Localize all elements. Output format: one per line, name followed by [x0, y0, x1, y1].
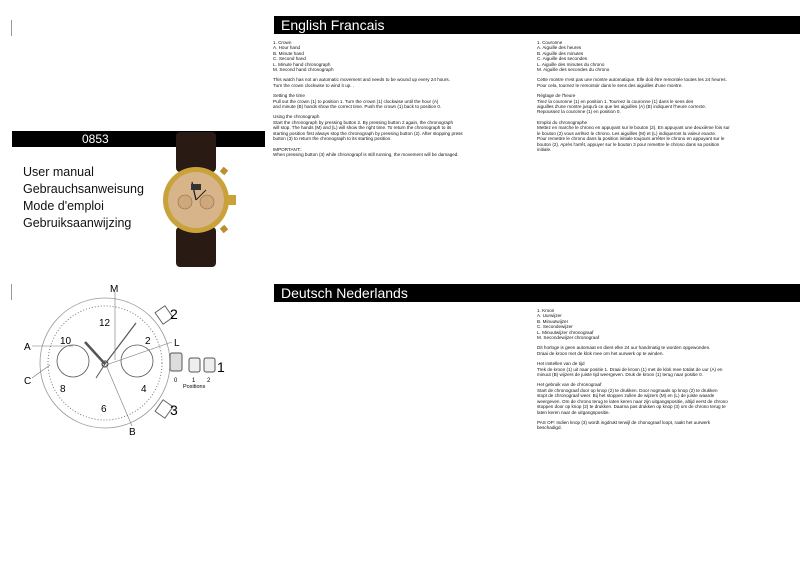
part: L. Aiguille des minutes du chrono	[537, 61, 605, 67]
dial-number: 6	[101, 404, 107, 415]
dial-number: 12	[99, 318, 111, 329]
section-title: Emploi du chronographe	[537, 119, 588, 125]
label-button-3: 3	[170, 402, 178, 418]
text-line: Dit horloge is geen automaat en dient elke 24 uur handmatig te worden opgewonden.	[537, 345, 711, 351]
text-line: Tirez la couronne (1) en position 1. Tournez la couronne (1) dans le sens des	[537, 98, 694, 104]
intro	[273, 77, 528, 88]
parts-list	[537, 40, 792, 72]
dial-number: 4	[141, 384, 147, 395]
section-title: Het instellen van de tijd	[537, 361, 585, 367]
parts-list	[273, 40, 528, 72]
positions-label: Positions	[183, 384, 206, 390]
using-chronograph	[537, 120, 792, 152]
text-line: laten keren naar de uitgangspositie.	[537, 409, 610, 415]
part: M. Second hand chronograph	[273, 67, 334, 73]
text-line: initiale.	[537, 146, 552, 152]
watch-photo	[158, 132, 243, 267]
text-line: When pressing button (3) while chronograpf is still running, the movement will be damaged.	[273, 151, 459, 157]
text-line: and minute (B) hands show the correct time. Push the crown (1) back to position 0.	[273, 104, 442, 110]
text-line: le bouton (2) vous arrêtez le chrono. Les aiguilles (M) et (L) indiqueront la valeur exacte.	[537, 130, 717, 136]
dial-number: 10	[60, 336, 72, 347]
text-line: Start de chronograaf door op knop (2) te drukken. Door nogmaals op knop (2) te drukken	[537, 387, 718, 393]
part: C. Aiguille des secondes	[537, 56, 588, 62]
title-french: Mode d'emploi	[23, 199, 104, 213]
text-line: Pour cela, tournez le remontoir dans le sens des aiguilles d'une montre.	[537, 82, 683, 88]
title-german: Gebrauchsanweisung	[23, 182, 144, 196]
text-line: will stop. The hands (M) and (L) will show the right time. To return the chronograph to its	[273, 125, 452, 131]
position-number: 1	[192, 378, 196, 384]
text-line: Trek de kroon (1) uit naar positie 1. Draai de kroon (1) met de klok mee totdat de uur (A) en	[537, 366, 723, 372]
position-number: 2	[207, 378, 211, 384]
part: 1. Kroon	[537, 308, 555, 313]
part: C. Second hand	[273, 56, 306, 62]
part: 1. Couronne	[537, 40, 563, 45]
part: 1. Crown	[273, 40, 292, 45]
dial-number: 2	[145, 336, 151, 347]
text-line: This watch has not an automatic movement and needs to be wound up every 24 hours.	[273, 77, 450, 83]
watch-diagram	[10, 280, 240, 470]
section-title: Using the chronograph	[273, 114, 320, 120]
using-chronograph	[273, 114, 528, 141]
title-english: User manual	[23, 165, 94, 179]
text-line: minuut (B) wijzers de juiste tijd weergeven. Druk de kroon (1) terug naar positie 0.	[537, 372, 703, 378]
text-line: PAS OP: Indien knop (3) wordt ingdrukt terwijl de chonograaf loopt, raakt het uurwerk	[537, 419, 711, 425]
text-line: stopt de chronograaf weer. Bij het stoppen zullen de wijzers (M) en (L) de juiste waarde	[537, 393, 715, 399]
text-line: starting position first always stop the chronograph by pressing button (2). After stopping press	[273, 130, 463, 136]
part: M. Aiguille des secondes du chrono	[537, 67, 610, 73]
text-line: Turn the crown clockwise to wind it up. .	[273, 82, 355, 88]
label-m: M	[110, 284, 119, 295]
part: M. Secondewijzer chronograaf	[537, 335, 600, 341]
part: B. Minuutwijzer	[537, 318, 569, 324]
text-line: bouton (2). Après l'arrêt, appuyer sur le bouton 3 pour remettre le chrono dans sa position	[537, 141, 720, 147]
text-line: beschadigd.	[537, 425, 562, 431]
label-b: B	[129, 427, 136, 438]
using-chronograph	[537, 382, 792, 414]
warning	[537, 420, 792, 431]
text-line: Repoussez la couronne (1) en position 0.	[537, 109, 621, 115]
english-column	[273, 40, 528, 162]
dial-number: 8	[60, 384, 66, 395]
part: B. Minute hand	[273, 50, 304, 56]
text-line: aiguilles d'une montre jusqu'à ce que les aiguilles (A) (B) indiquent l'heure correcte.	[537, 104, 707, 110]
french-column	[537, 40, 792, 157]
part: C. Secondewijzer	[537, 324, 573, 330]
part: B. Aiguille des minutes	[537, 50, 584, 56]
part: A. Aiguille des heures	[537, 45, 582, 51]
setting-time	[537, 361, 792, 377]
setting-time	[273, 93, 528, 109]
intro	[537, 77, 792, 88]
text-line: Cette montre n'est pas une montre automatique. Elle doit être remontée toutes les 24 heures.	[537, 77, 727, 83]
label-button-2: 2	[170, 306, 178, 322]
important	[273, 147, 528, 158]
model-number: 0853	[82, 132, 109, 146]
part: L. Minute hand chronograph	[273, 61, 331, 67]
position-number: 0	[174, 378, 178, 384]
section-title: Réglage de l'heure	[537, 93, 576, 99]
label-l: L	[174, 338, 180, 349]
label-c: C	[24, 376, 32, 387]
text-line: Start the chronograph by pressing button 2. By pressing button 2 again, the chronograph	[273, 119, 454, 125]
dutch-column	[537, 308, 792, 436]
text-line: Pull out the crown (1) to position 1. Turn the crown (1) clockwise until the hour (A)	[273, 98, 439, 104]
text-line: Mettez en marche le chrono en appuyant sur le bouton (2). En appuyant une deuxième fois sur	[537, 125, 730, 131]
title-dutch: Gebruiksaanwijzing	[23, 216, 132, 230]
label-a: A	[24, 342, 31, 353]
label-crown-1: 1	[217, 359, 225, 375]
text-line: weergeven. Om de chrono terug te laten keren naar zijn uitgangspositie, altijd eerst de chrono	[537, 398, 728, 404]
text-line: Pour remettre le chrono dans la position initiale toujours arrêter le chrono en appuyant sur le	[537, 136, 725, 142]
intro	[537, 345, 792, 356]
parts-list	[537, 308, 792, 340]
part: L. Minuutwijzer chronograaf	[537, 329, 594, 335]
crop-mark	[11, 20, 12, 36]
text-line: button (3) to return the chronograph to its starting position.	[273, 136, 392, 142]
header-english-francais: English Francais	[274, 16, 800, 34]
part: A. Hour hand	[273, 45, 301, 51]
setting-time	[537, 93, 792, 115]
section-title: Het gebruik van de chronograaf	[537, 382, 602, 388]
text-line: Draai de kroon met de klok mee om het uurwerk op te winden.	[537, 350, 664, 356]
manual-titles	[23, 164, 144, 232]
header-deutsch-nederlands: Deutsch Nederlands	[274, 284, 800, 302]
section-title: Setting the time	[273, 93, 305, 99]
text-line: stoppen door op knop (2) te drukken. Daarna pas drukken op knop (3) om de chrono terug te	[537, 404, 726, 410]
part: A. Uurwijzer	[537, 313, 562, 319]
section-title: IMPORTANT::	[273, 146, 302, 152]
